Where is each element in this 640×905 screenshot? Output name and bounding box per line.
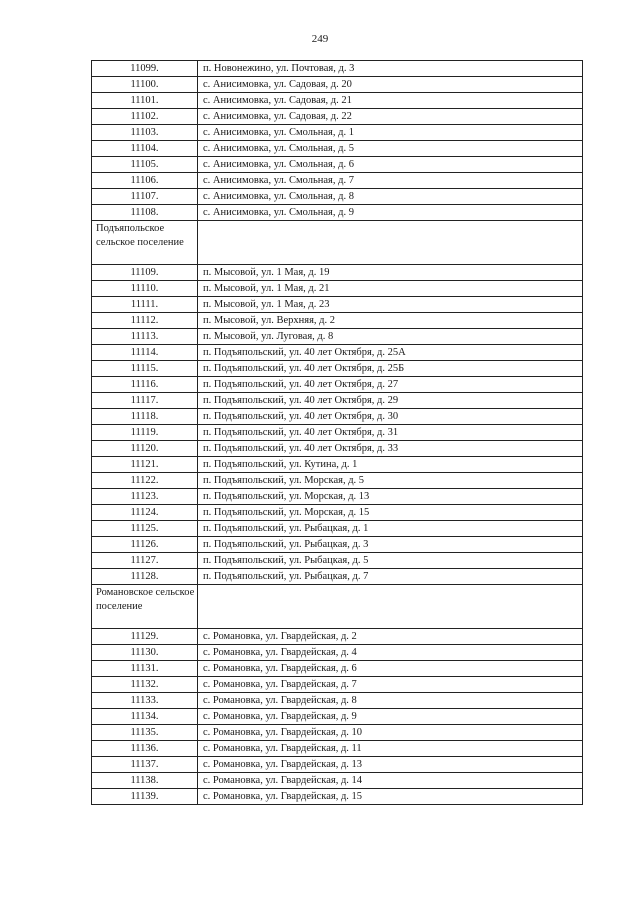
address-cell: п. Мысовой, ул. Луговая, д. 8 (198, 329, 583, 345)
row-number: 11139. (92, 789, 198, 805)
row-number: 11103. (92, 125, 198, 141)
row-number: 11122. (92, 473, 198, 489)
table-row (92, 157, 583, 173)
address-cell: с. Романовка, ул. Гвардейская, д. 2 (198, 629, 583, 645)
row-number: 11118. (92, 409, 198, 425)
row-number: 11133. (92, 693, 198, 709)
section-name: Подъяпольское сельское поселение (92, 221, 198, 265)
address-cell: с. Романовка, ул. Гвардейская, д. 6 (198, 661, 583, 677)
table-row (92, 677, 583, 693)
table-row (92, 109, 583, 125)
address-cell: п. Подъяпольский, ул. Кутина, д. 1 (198, 457, 583, 473)
address-cell: с. Романовка, ул. Гвардейская, д. 10 (198, 725, 583, 741)
table-row (92, 537, 583, 553)
address-cell: с. Романовка, ул. Гвардейская, д. 8 (198, 693, 583, 709)
address-table (91, 60, 583, 805)
row-number: 11106. (92, 173, 198, 189)
address-cell: с. Анисимовка, ул. Смольная, д. 1 (198, 125, 583, 141)
row-number: 11105. (92, 157, 198, 173)
address-cell: п. Подъяпольский, ул. Рыбацкая, д. 1 (198, 521, 583, 537)
row-number: 11126. (92, 537, 198, 553)
table-row (92, 329, 583, 345)
empty-cell (198, 585, 583, 629)
section-header-row (92, 585, 583, 629)
table-row (92, 725, 583, 741)
address-cell: с. Романовка, ул. Гвардейская, д. 13 (198, 757, 583, 773)
table-row (92, 457, 583, 473)
row-number: 11102. (92, 109, 198, 125)
table-row (92, 409, 583, 425)
page-number: 249 (311, 33, 329, 45)
row-number: 11113. (92, 329, 198, 345)
address-cell: с. Анисимовка, ул. Смольная, д. 6 (198, 157, 583, 173)
table-row (92, 489, 583, 505)
row-number: 11116. (92, 377, 198, 393)
row-number: 11100. (92, 77, 198, 93)
address-cell: п. Подъяпольский, ул. 40 лет Октября, д. 33 (198, 441, 583, 457)
row-number: 11119. (92, 425, 198, 441)
row-number: 11130. (92, 645, 198, 661)
address-cell: с. Анисимовка, ул. Садовая, д. 22 (198, 109, 583, 125)
row-number: 11134. (92, 709, 198, 725)
table-row (92, 441, 583, 457)
address-cell: п. Подъяпольский, ул. Рыбацкая, д. 3 (198, 537, 583, 553)
table-row (92, 377, 583, 393)
row-number: 11108. (92, 205, 198, 221)
address-cell: п. Мысовой, ул. 1 Мая, д. 23 (198, 297, 583, 313)
address-cell: с. Анисимовка, ул. Смольная, д. 9 (198, 205, 583, 221)
address-cell: с. Романовка, ул. Гвардейская, д. 4 (198, 645, 583, 661)
row-number: 11112. (92, 313, 198, 329)
table-row (92, 425, 583, 441)
table-row (92, 393, 583, 409)
table-row (92, 773, 583, 789)
table-row (92, 125, 583, 141)
address-cell: п. Подъяпольский, ул. Рыбацкая, д. 5 (198, 553, 583, 569)
address-cell: с. Анисимовка, ул. Смольная, д. 8 (198, 189, 583, 205)
row-number: 11129. (92, 629, 198, 645)
address-cell: с. Анисимовка, ул. Смольная, д. 5 (198, 141, 583, 157)
row-number: 11120. (92, 441, 198, 457)
row-number: 11111. (92, 297, 198, 313)
address-cell: с. Анисимовка, ул. Садовая, д. 20 (198, 77, 583, 93)
address-cell: п. Мысовой, ул. Верхняя, д. 2 (198, 313, 583, 329)
table-row (92, 297, 583, 313)
address-cell: с. Романовка, ул. Гвардейская, д. 11 (198, 741, 583, 757)
address-cell: п. Подъяпольский, ул. Рыбацкая, д. 7 (198, 569, 583, 585)
row-number: 11123. (92, 489, 198, 505)
table-row (92, 361, 583, 377)
row-number: 11132. (92, 677, 198, 693)
row-number: 11099. (92, 61, 198, 77)
row-number: 11110. (92, 281, 198, 297)
row-number: 11124. (92, 505, 198, 521)
address-cell: п. Подъяпольский, ул. 40 лет Октября, д. 25Б (198, 361, 583, 377)
table-row (92, 645, 583, 661)
row-number: 11138. (92, 773, 198, 789)
row-number: 11127. (92, 553, 198, 569)
table-row (92, 757, 583, 773)
address-cell: с. Романовка, ул. Гвардейская, д. 7 (198, 677, 583, 693)
empty-cell (198, 221, 583, 265)
table-row (92, 629, 583, 645)
row-number: 11115. (92, 361, 198, 377)
row-number: 11125. (92, 521, 198, 537)
table-row (92, 281, 583, 297)
table-row (92, 569, 583, 585)
address-cell: с. Анисимовка, ул. Смольная, д. 7 (198, 173, 583, 189)
address-cell: с. Романовка, ул. Гвардейская, д. 9 (198, 709, 583, 725)
row-number: 11104. (92, 141, 198, 157)
address-cell: п. Подъяпольский, ул. Морская, д. 5 (198, 473, 583, 489)
table-row (92, 661, 583, 677)
table-row (92, 205, 583, 221)
row-number: 11109. (92, 265, 198, 281)
address-cell: п. Подъяпольский, ул. 40 лет Октября, д. 30 (198, 409, 583, 425)
address-table-body (92, 61, 583, 805)
address-cell: п. Мысовой, ул. 1 Мая, д. 19 (198, 265, 583, 281)
table-row (92, 521, 583, 537)
table-row (92, 709, 583, 725)
table-row (92, 789, 583, 805)
address-cell: п. Подъяпольский, ул. Морская, д. 13 (198, 489, 583, 505)
table-row (92, 553, 583, 569)
address-cell: с. Романовка, ул. Гвардейская, д. 14 (198, 773, 583, 789)
table-row (92, 741, 583, 757)
table-row (92, 141, 583, 157)
table-row (92, 345, 583, 361)
row-number: 11101. (92, 93, 198, 109)
row-number: 11137. (92, 757, 198, 773)
row-number: 11135. (92, 725, 198, 741)
row-number: 11114. (92, 345, 198, 361)
table-row (92, 77, 583, 93)
address-cell: с. Романовка, ул. Гвардейская, д. 15 (198, 789, 583, 805)
row-number: 11128. (92, 569, 198, 585)
address-cell: п. Подъяпольский, ул. 40 лет Октября, д. 31 (198, 425, 583, 441)
table-row (92, 505, 583, 521)
address-cell: с. Анисимовка, ул. Садовая, д. 21 (198, 93, 583, 109)
row-number: 11121. (92, 457, 198, 473)
address-cell: п. Подъяпольский, ул. 40 лет Октября, д. 25А (198, 345, 583, 361)
table-row (92, 265, 583, 281)
section-header-row (92, 221, 583, 265)
row-number: 11136. (92, 741, 198, 757)
address-cell: п. Подъяпольский, ул. Морская, д. 15 (198, 505, 583, 521)
section-name: Романовское сельское поселение (92, 585, 198, 629)
table-row (92, 93, 583, 109)
row-number: 11107. (92, 189, 198, 205)
table-row (92, 189, 583, 205)
table-row (92, 61, 583, 77)
table-row (92, 693, 583, 709)
row-number: 11117. (92, 393, 198, 409)
table-row (92, 313, 583, 329)
table-row (92, 173, 583, 189)
address-cell: п. Подъяпольский, ул. 40 лет Октября, д. 27 (198, 377, 583, 393)
row-number: 11131. (92, 661, 198, 677)
address-cell: п. Мысовой, ул. 1 Мая, д. 21 (198, 281, 583, 297)
address-cell: п. Новонежино, ул. Почтовая, д. 3 (198, 61, 583, 77)
table-row (92, 473, 583, 489)
address-cell: п. Подъяпольский, ул. 40 лет Октября, д. 29 (198, 393, 583, 409)
